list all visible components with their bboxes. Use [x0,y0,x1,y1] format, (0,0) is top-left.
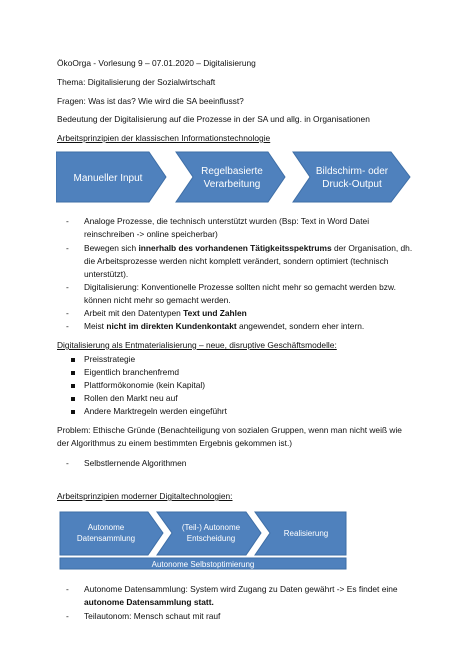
list-item-continuation: autonome Datensammlung statt. [84,597,214,607]
process-label-3a: Bildschirm- oder [315,166,389,177]
process-label-2b: Verarbeitung [203,179,261,190]
list-item: Teilautonom: Mensch schaut mit rauf [84,611,221,621]
bullet-dot [71,384,75,388]
list-dash: - [66,243,69,253]
list-item-continuation: reinschreiben -> online speicherbar) [84,229,218,239]
list-dash: - [66,321,69,331]
list-dash: - [66,458,69,468]
problem-text: Problem: Ethische Gründe (Benachteiligung von sozialen Gruppen, wenn man nicht weiß wie [57,425,402,435]
significance-line: Bedeutung der Digitalisierung auf die Prozesse in der SA und allg. in Organisationen [57,114,370,124]
process-label-3: Realisierung [283,529,329,538]
list-item: Analoge Prozesse, die technisch unterstützt wurden (Bsp: Text in Word Datei [84,216,370,226]
list-item: Digitalisierung: Konventionelle Prozesse sollten nicht mehr so gemacht werden bzw. [84,282,396,292]
process-label-1b: Datensammlung [76,534,136,543]
bullet-item: Eigentlich branchenfremd [84,367,179,377]
self-optimization-label: Autonome Selbstoptimierung [151,560,255,569]
list-dash: - [66,611,69,621]
list-dash: - [66,584,69,594]
classic-it-process-diagram [56,148,420,206]
list-item: Arbeit mit den Datentypen Text und Zahlen [84,308,247,318]
list-item: Autonome Datensammlung: System wird Zugang zu Daten gewährt -> Es findet eine [84,584,398,594]
bullet-dot [71,410,75,414]
list-item: Meist nicht im direkten Kundenkontakt angewendet, sondern eher intern. [84,321,365,331]
document-title: ÖkoOrga - Vorlesung 9 – 07.01.2020 – Digitalisierung [57,58,256,68]
section3-heading: Arbeitsprinzipien moderner Digitaltechnologien: [57,491,233,501]
modern-digital-process-diagram [56,507,356,575]
list-dash: - [66,308,69,318]
process-arrow-2 [176,152,285,202]
topic-line: Thema: Digitalisierung der Sozialwirtschaft [57,77,216,87]
list-item: Selbstlernende Algorithmen [84,458,187,468]
list-item-continuation: die Arbeitsprozesse werden nicht komplett verändert, sondern optimiert (technisch [84,256,389,266]
section2-heading: Digitalisierung als Entmaterialisierung – neue, disruptive Geschäftsmodelle: [57,340,337,350]
bullet-item: Plattformökonomie (kein Kapital) [84,380,206,390]
problem-text-continuation: der Algorithmus zu einem bestimmten Ergebnis gekommen ist.) [57,438,293,448]
process-label-2a: Regelbasierte [201,166,263,177]
list-item: Bewegen sich innerhalb des vorhandenen Tätigkeitsspektrums der Organisation, dh. [84,243,413,253]
bullet-dot [71,397,75,401]
process-arrow-3 [293,152,410,202]
list-item-continuation: unterstützt). [84,269,129,279]
process-label-3b: Druck-Output [322,179,382,190]
list-item-continuation: können nicht mehr so gemacht werden. [84,295,231,305]
questions-line: Fragen: Was ist das? Wie wird die SA beeinflusst? [57,96,244,106]
list-dash: - [66,216,69,226]
section1-heading: Arbeitsprinzipien der klassischen Informationstechnologie [57,133,271,143]
list-dash: - [66,282,69,292]
bullet-dot [71,358,75,362]
bullet-item: Preisstrategie [84,354,136,364]
bullet-item: Andere Marktregeln werden eingeführt [84,406,227,416]
bullet-dot [71,371,75,375]
process-label-1: Manueller Input [73,173,143,184]
bullet-item: Rollen den Markt neu auf [84,393,178,403]
process-label-1a: Autonome [87,523,125,532]
process-label-2b: Entscheidung [186,534,236,543]
process-label-2a: (Teil-) Autonome [181,523,241,532]
